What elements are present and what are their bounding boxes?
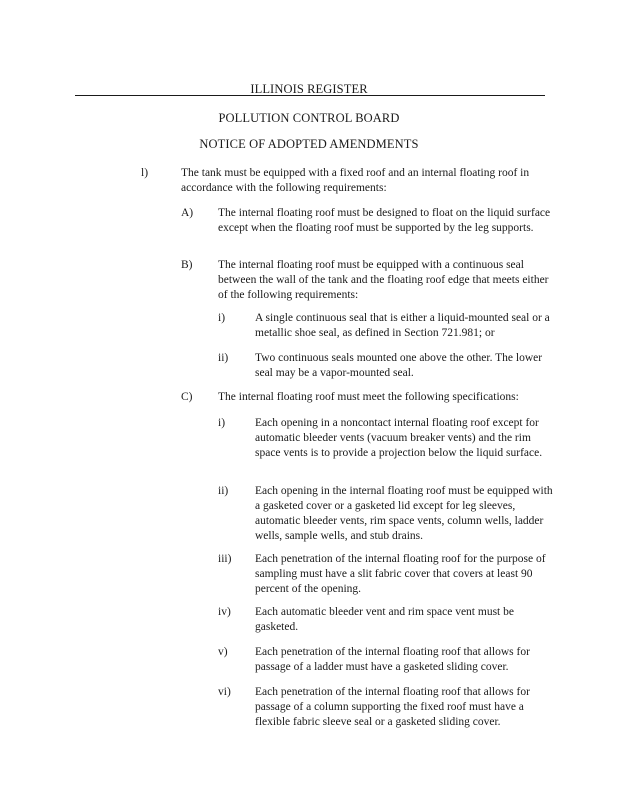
item-c-iii-label: iii) [218,553,232,565]
section-label: l) [141,167,149,179]
section-text: The tank must be equipped with a fixed roof and an internal floating roof in accordance with the following requirements: [181,167,530,194]
item-c-i-label: i) [218,417,226,429]
item-a-label: A) [181,207,194,219]
board-title: POLLUTION CONTROL BOARD [218,111,400,125]
item-c-text: The internal floating roof must meet the following specifications: [218,391,519,403]
item-c-ii-text: Each opening in the internal floating roof must be equipped with a gasketed cover or a gasketed lid except for leg sleeves, automatic bleeder vents, rim space vents, column wells, ladder wells, sample wells, and stub drains. [255,485,553,542]
item-c-v-label: v) [218,646,228,658]
item-c-iii-text: Each penetration of the internal floating roof for the purpose of sampling must have a slit fabric cover that covers at least 90 percent of the opening. [255,553,546,595]
item-c-label: C) [181,391,193,403]
register-title: ILLINOIS REGISTER [250,82,368,96]
item-c-vi-label: vi) [218,686,231,698]
item-b-ii-text: Two continuous seals mounted one above the other. The lower seal may be a vapor-mounted seal. [255,352,543,379]
header-rule [75,95,545,96]
item-c-v-text: Each penetration of the internal floating roof that allows for passage of a ladder must have a gasketed sliding cover. [255,646,530,673]
item-b-label: B) [181,259,193,271]
item-a-text: The internal floating roof must be designed to float on the liquid surface except when the floating roof must be supported by the leg supports. [218,207,551,234]
item-c-ii-label: ii) [218,485,229,497]
item-b-text: The internal floating roof must be equipped with a continuous seal between the wall of the tank and the floating roof edge that meets either of the following requirements: [218,259,549,301]
item-b-i-label: i) [218,312,226,324]
item-c-i-text: Each opening in a noncontact internal floating roof except for automatic bleeder vents (vacuum breaker vents) and the rim space vents is to provide a projection below the liquid surface. [255,417,543,459]
item-c-vi-text: Each penetration of the internal floating roof that allows for passage of a column supporting the fixed roof must have a flexible fabric sleeve seal or a gasketed sliding cover. [255,686,530,728]
item-b-i-text: A single continuous seal that is either a liquid-mounted seal or a metallic shoe seal, as defined in Section 721.981; or [255,312,550,339]
item-b-ii-label: ii) [218,352,229,364]
item-c-iv-text: Each automatic bleeder vent and rim space vent must be gasketed. [255,606,514,633]
notice-title: NOTICE OF ADOPTED AMENDMENTS [199,137,419,151]
item-c-iv-label: iv) [218,606,231,618]
